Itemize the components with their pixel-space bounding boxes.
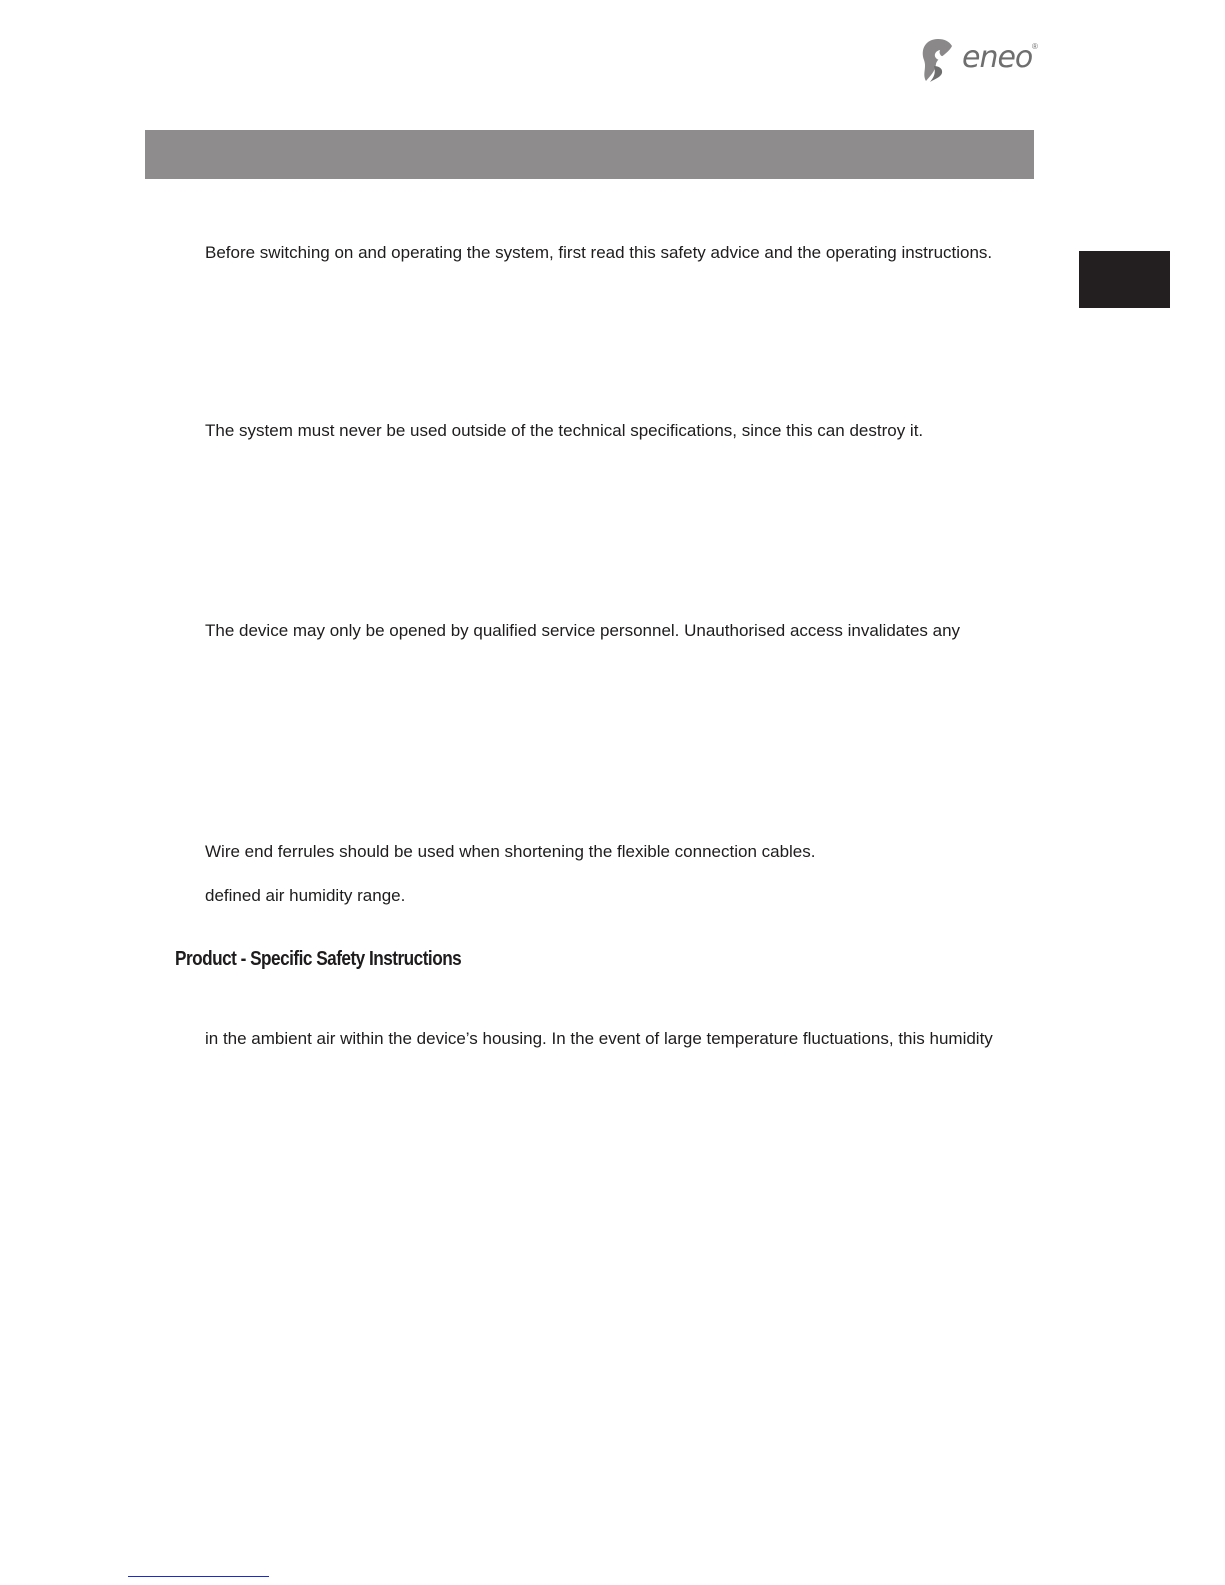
eneo-logo	[918, 36, 1038, 86]
section-header-bar	[145, 130, 1034, 179]
safety-line-wire-ferrules: Wire end ferrules should be used when shortening the flexible connection cables.	[205, 842, 816, 861]
safety-line-qualified-personnel: The device may only be opened by qualified service personnel. Unauthorised access invalidates any	[205, 621, 961, 640]
safety-line-humidity-range: defined air humidity range.	[205, 886, 406, 905]
footnote-rule	[128, 1576, 269, 1577]
product-safety-line-humidity: in the ambient air within the device’s housing. In the event of large temperature fluctuations, this humidity	[205, 1029, 993, 1048]
safety-line-technical-specs: The system must never be used outside of the technical specifications, since this can destroy it.	[205, 421, 924, 440]
chapter-side-tab	[1079, 251, 1170, 308]
safety-line-read-instructions: Before switching on and operating the system, first read this safety advice and the operating instructions.	[205, 243, 993, 262]
logo-wordmark: eneo	[962, 40, 1033, 75]
registered-mark: ®	[1032, 42, 1038, 51]
section-heading: Product - Specific Safety Instructions	[175, 948, 462, 970]
eneo-swirl-icon	[918, 36, 958, 84]
